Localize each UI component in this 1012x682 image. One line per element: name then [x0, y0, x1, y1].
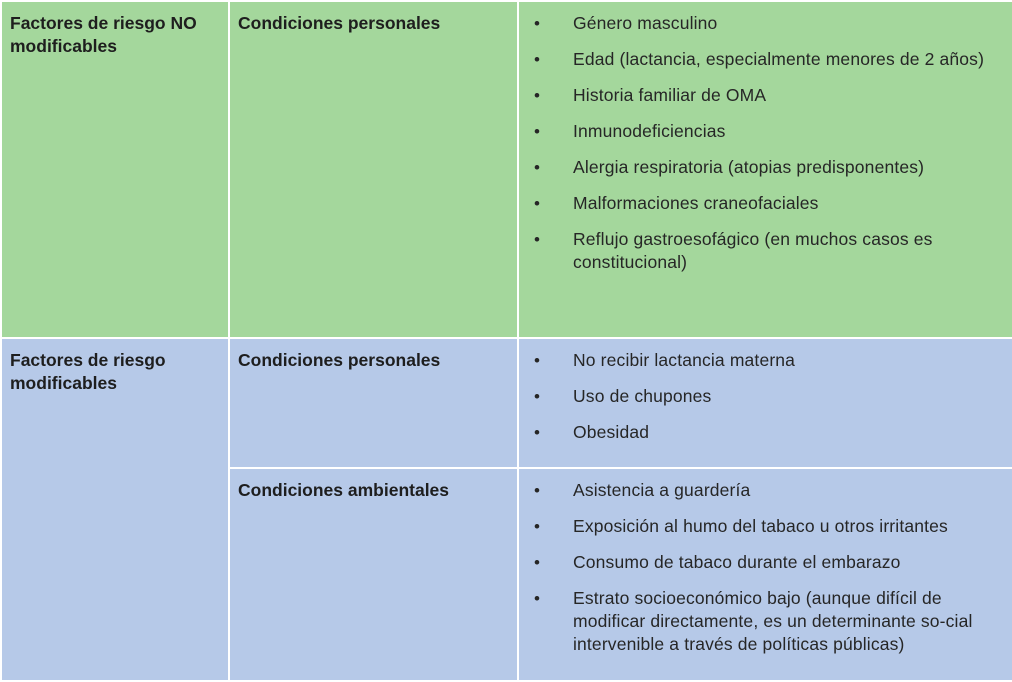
condition-label: Condiciones ambientales	[238, 480, 450, 500]
list-item	[527, 551, 1004, 574]
factor-cell	[1, 338, 229, 681]
items-cell	[518, 338, 1012, 468]
list-item-text: Obesidad	[573, 422, 650, 442]
bullet-icon: •	[534, 86, 541, 105]
list-item	[527, 84, 1004, 107]
bullet-icon: •	[534, 517, 541, 536]
bullet-icon: •	[534, 14, 541, 33]
list-item-text: Consumo de tabaco durante el embarazo	[573, 552, 901, 572]
list-item	[527, 120, 1004, 143]
list-item-text: Estrato socioeconómico bajo (aunque difícil de modificar directamente, es un determinante so-cial intervenible a través de políticas públicas)	[573, 588, 973, 654]
list-item	[527, 515, 1004, 538]
list-item	[527, 587, 1004, 656]
items-cell	[518, 1, 1012, 338]
bullet-icon: •	[534, 553, 541, 572]
list-item	[527, 156, 1004, 179]
bullet-icon: •	[534, 423, 541, 442]
bullet-icon: •	[534, 589, 541, 608]
list-item	[527, 228, 1004, 274]
items-list	[527, 349, 1004, 444]
list-item-text: Reflujo gastroesofágico (en muchos casos es constitucional)	[573, 229, 933, 272]
list-item	[527, 12, 1004, 35]
list-item-text: Historia familiar de OMA	[573, 85, 767, 105]
table-row	[1, 1, 1012, 338]
bullet-icon: •	[534, 122, 541, 141]
factor-cell	[1, 1, 229, 338]
table-row	[1, 338, 1012, 468]
bullet-icon: •	[534, 194, 541, 213]
list-item-text: Alergia respiratoria (atopias predisponentes)	[573, 157, 925, 177]
list-item	[527, 192, 1004, 215]
bullet-icon: •	[534, 351, 541, 370]
list-item-text: No recibir lactancia materna	[573, 350, 796, 370]
bullet-icon: •	[534, 230, 541, 249]
condition-cell	[229, 468, 518, 681]
condition-label: Condiciones personales	[238, 13, 441, 33]
list-item-text: Uso de chupones	[573, 386, 712, 406]
items-cell	[518, 468, 1012, 681]
factor-label: Factores de riesgo modificables	[10, 350, 166, 393]
condition-cell	[229, 338, 518, 468]
condition-label: Condiciones personales	[238, 350, 441, 370]
items-list	[527, 479, 1004, 656]
list-item-text: Género masculino	[573, 13, 718, 33]
list-item-text: Asistencia a guardería	[573, 480, 751, 500]
list-item	[527, 349, 1004, 372]
factor-label: Factores de riesgo NO modificables	[10, 13, 197, 56]
condition-cell	[229, 1, 518, 338]
bullet-icon: •	[534, 387, 541, 406]
list-item	[527, 421, 1004, 444]
list-item-text: Malformaciones craneofaciales	[573, 193, 819, 213]
list-item	[527, 479, 1004, 502]
bullet-icon: •	[534, 158, 541, 177]
list-item-text: Edad (lactancia, especialmente menores de 2 años)	[573, 49, 985, 69]
list-item	[527, 385, 1004, 408]
list-item-text: Exposición al humo del tabaco u otros irritantes	[573, 516, 948, 536]
items-list	[527, 12, 1004, 274]
list-item-text: Inmunodeficiencias	[573, 121, 726, 141]
bullet-icon: •	[534, 50, 541, 69]
bullet-icon: •	[534, 481, 541, 500]
list-item	[527, 48, 1004, 71]
